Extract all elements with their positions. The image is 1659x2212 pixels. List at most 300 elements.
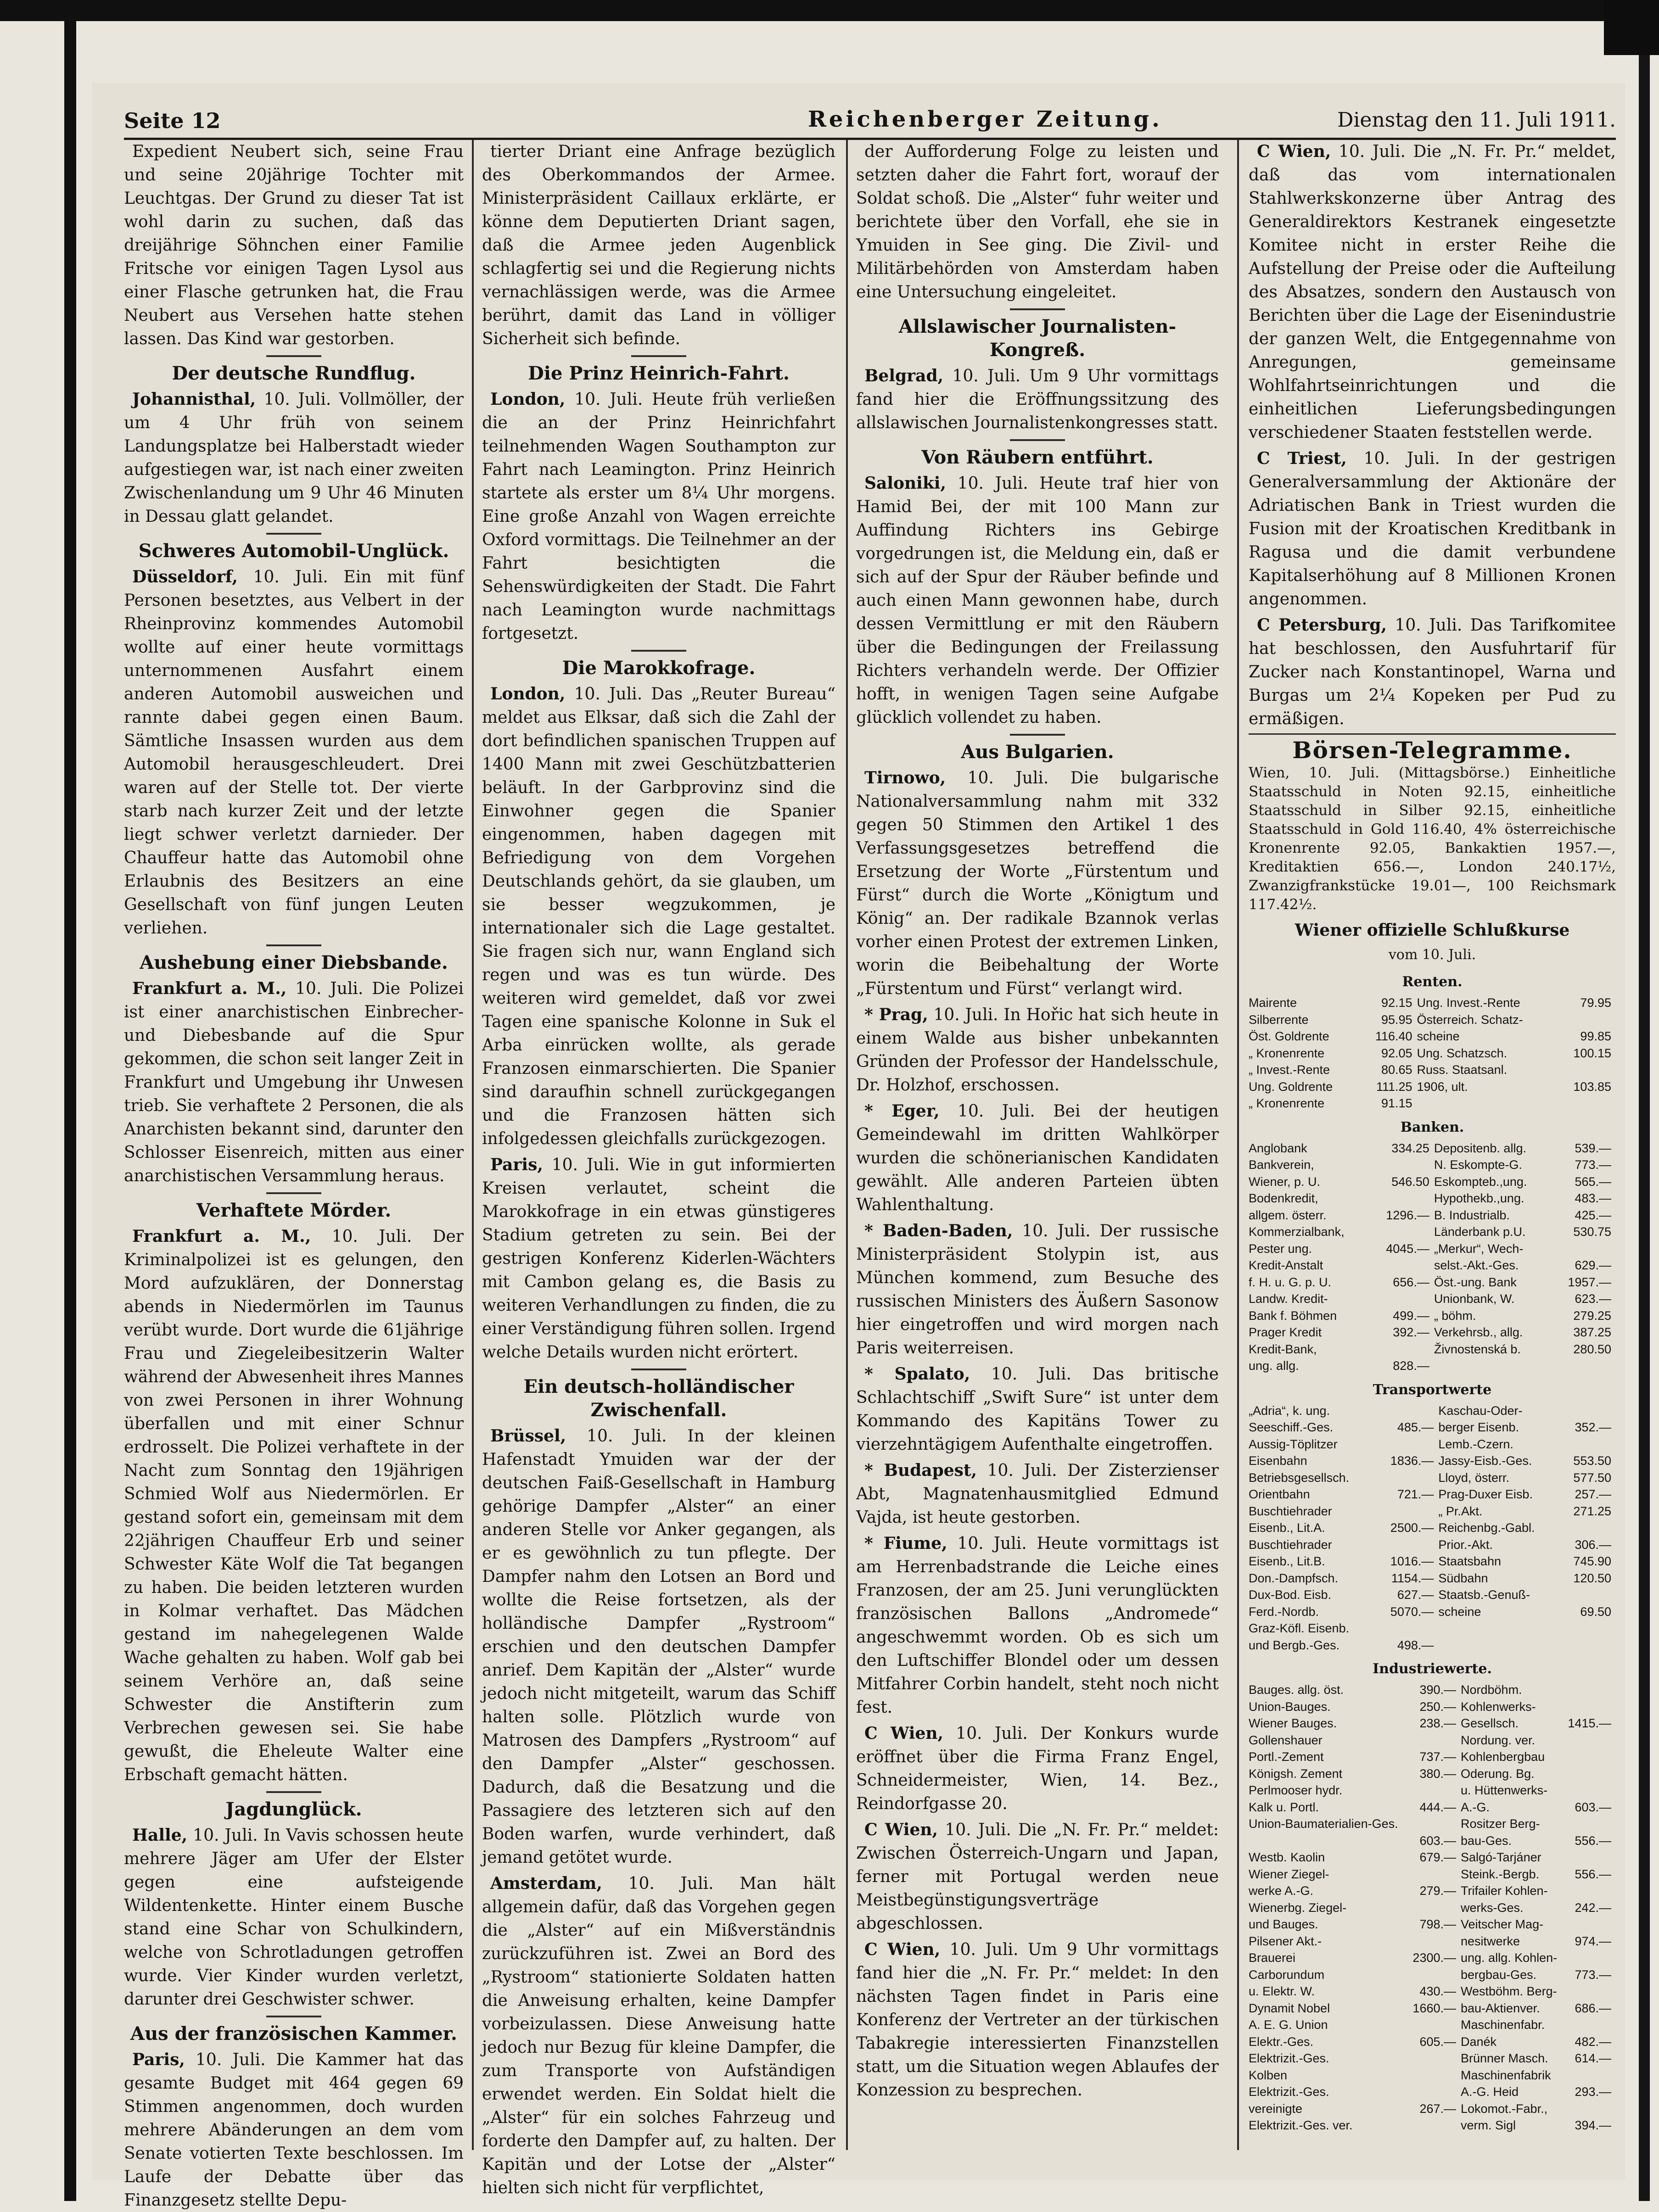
article-text: 10. Juli. Der Kriminalpolizei ist es gelungen, den Mord aufzuklären, der Donnerstag abends in Niedermörlen im Taunus verübt wurde. Dort wurde die 61jährige Frau und Ziegeleibesitzerin Walter während der Abwesenheit ihres Mannes von zwei Personen in ihrer Wohnung überfallen und mit einer Schnur erdrosselt. Die Polizei verhaftete in der Nacht zum Sonntag den 19jährigen Schmied Wolf aus Niedermörlen. Er gestand sofort ein, gemeinsam mit dem 22jährigen Chauffeur Erb und seiner Schwester Käte Wolf die Tat begangen zu haben. Die beiden letzteren wurden in Kolmar verhaftet. Das Mädchen gestand im nahegelegenen Walde Wache gehalten zu haben. Wolf gab bei seinem Verhöre an, daß seine Schwester die Anstifterin zum Verbrechen gewesen sei. Sie habe gewußt, die Eheleute Walter eine Erbschaft gemacht hätten. xyxy=(124,1227,464,1784)
quote-row xyxy=(1249,1748,1616,1765)
quote-name: Maschinenfabrik xyxy=(1461,2068,1551,2082)
article-text: 10. Juli. Die Polizei ist einer anarchistischen Einbrecher- und Diebesbande auf die Spur gekommen, die schon seit langer Zeit in Frankfurt und Umgebung ihr Unwesen trieb. Sie verhaftete 2 Personen, die als Anarchisten bekannt sind, darunter den Schlosser Eisenreich, mitten aus einer anarchistischen Versammlung heraus. xyxy=(124,979,464,1185)
page-header xyxy=(124,105,1616,140)
article-text: 10. Juli. Um 9 Uhr vormittags fand hier die Eröffnungssitzung des allslawischen Journalistenkongresses statt. xyxy=(856,367,1219,432)
quote-value xyxy=(1564,1782,1616,1799)
quote-name: „ Kronenrente xyxy=(1249,1046,1325,1060)
article-text: 10. Juli. Der russische Ministerpräsident Stolypin ist, aus München kommend, zum Besuche des russischen Ministers des Äußern Sasonow hier eingetroffen und wird morgen nach Paris weiterreisen. xyxy=(856,1222,1219,1357)
article-body xyxy=(856,1938,1219,2102)
quote-name: Perlmooser hydr. xyxy=(1249,1783,1343,1797)
article-text: 10. Juli. Die „N. Fr. Pr.“ meldet, daß das vom internationalen Stahlwerkskonzerne über Antrag des Generaldirektors Kestranek eingesetzte Komitee nicht in erster Reihe die Aufstellung der Preise oder die Aufteilung des Absatzes, sondern den Austausch von Berichten über die Lage der Eisenindustrie der ganzen Welt, die Entgegennahme von Anregungen, gemeinsame Wohlfahrtseinrichtungen und die einheitlichen Lieferungsbedingungen verschiedener Staaten feststellen werde. xyxy=(1249,142,1616,442)
quote-name: Gollenshauer xyxy=(1249,1733,1323,1747)
article xyxy=(856,308,1219,435)
article xyxy=(482,1872,835,2200)
quote-row xyxy=(1249,1274,1616,1291)
quote-name: Südbahn xyxy=(1438,1571,1488,1585)
quote-name: Pilsener Akt.- xyxy=(1249,1934,1322,1948)
quote-value: 773.— xyxy=(1575,1967,1611,1982)
quote-name: Aussig-Töplitzer xyxy=(1249,1437,1338,1451)
quote-value: 242.— xyxy=(1575,1900,1611,1915)
quote-name: Portl.-Zement xyxy=(1249,1750,1324,1764)
quote-value xyxy=(1554,1357,1616,1374)
quote-name: Prag-Duxer Eisb. xyxy=(1438,1487,1533,1501)
quote-value xyxy=(1409,1933,1461,1950)
article xyxy=(124,2016,464,2212)
article xyxy=(482,140,835,351)
quote-value: 2300.— xyxy=(1412,1951,1456,1965)
quote-value: 556.— xyxy=(1575,1867,1611,1881)
scan-border-right xyxy=(1639,0,1650,2201)
quote-name: Nordböhm. xyxy=(1461,1683,1522,1697)
quote-row xyxy=(1249,1078,1616,1095)
quote-value: 745.90 xyxy=(1573,1554,1611,1568)
quote-value: 1957.— xyxy=(1568,1275,1611,1289)
quote-value: 656.— xyxy=(1393,1275,1429,1289)
quote-value xyxy=(1377,1469,1439,1486)
dateline-place: London, xyxy=(490,684,566,704)
quote-name: Landw. Kredit- xyxy=(1249,1292,1328,1306)
article-separator xyxy=(266,355,321,357)
article-separator xyxy=(266,1192,321,1194)
quote-name: Eskompteb.,ung. xyxy=(1434,1174,1527,1189)
article xyxy=(856,1818,1219,1935)
article-text: 10. Juli. Die bulgarische Nationalversammlung nahm mit 332 gegen 50 Stimmen den Artikel 1 des Verfassungsgesetzes betreffend die Ersetzung der Worte „Fürstentum und Fürst“ durch die Worte „Königtum und König“ an. Der radikale Bzannok verlas vorher einen Protest der extremen Linken, worin die Beibehaltung der Worte „Fürstentum und Fürst“ verlangt wird. xyxy=(856,769,1219,998)
quote-value: 499.— xyxy=(1393,1308,1429,1323)
quote-name: Wienerbg. Ziegel- xyxy=(1249,1900,1347,1915)
column-rule xyxy=(1237,140,1239,2150)
quote-name: Öst.-ung. Bank xyxy=(1434,1275,1517,1289)
article-body xyxy=(856,1459,1219,1529)
article-body xyxy=(482,1153,835,1364)
quote-row xyxy=(1249,1307,1616,1324)
quote-value xyxy=(1377,1436,1439,1453)
article-body xyxy=(856,1532,1219,1719)
issue-date: Dienstag den 11. Juli 1911. xyxy=(1337,108,1616,132)
quote-name: Rositzer Berg- xyxy=(1461,1817,1540,1831)
article-headline: Die Marokkofrage. xyxy=(562,657,756,679)
quote-name: Silberrente xyxy=(1249,1012,1309,1027)
quote-value: 92.15 xyxy=(1381,996,1412,1010)
quote-value xyxy=(1372,1341,1434,1358)
quote-value: 120.50 xyxy=(1573,1571,1611,1585)
quote-row xyxy=(1249,1966,1616,1983)
quote-row xyxy=(1249,1681,1616,1698)
quote-name: Mairente xyxy=(1249,996,1297,1010)
quote-name: Kredit-Bank, xyxy=(1249,1342,1317,1356)
quote-name: Orientbahn xyxy=(1249,1487,1310,1501)
quote-value: 293.— xyxy=(1575,2085,1611,2099)
quote-value: 279.25 xyxy=(1573,1308,1611,1323)
quote-row xyxy=(1249,1140,1616,1157)
quote-row xyxy=(1249,1866,1616,1883)
article-text: tierter Driant eine Anfrage bezüglich des Oberkommandos der Armee. Ministerpräsident Caillaux erklärte, er könne dem Deputierten Driant sagen, daß die Armee jeden Augenblick schlagfertig sei und die Regierung nichts vernachlässigen werde, was die Armee berührt, damit das Land in völliger Sicherheit sich befinde. xyxy=(482,142,835,348)
quote-value: 279.— xyxy=(1419,1884,1456,1898)
quote-name: Ung. Invest.-Rente xyxy=(1417,996,1520,1010)
quote-name xyxy=(1417,1095,1559,1112)
article xyxy=(124,355,464,528)
quote-row xyxy=(1249,994,1616,1011)
dateline-place: Johannisthal, xyxy=(132,390,256,409)
quote-name: Ferd.-Nordb. xyxy=(1249,1604,1319,1619)
quote-value xyxy=(1377,1536,1439,1553)
quote-name: allgem. österr. xyxy=(1249,1208,1327,1222)
article-body xyxy=(482,1872,835,2200)
quote-value xyxy=(1564,2067,1616,2084)
quote-value xyxy=(1562,1519,1616,1536)
quote-value: 483.— xyxy=(1575,1191,1611,1205)
quote-row xyxy=(1249,1983,1616,2000)
article-text: 10. Juli. Man hält allgemein dafür, daß das Vorgehen gegen die „Alster“ auf ein Mißverständnis zurückzuführen ist. Zwei an Bord des „Rystroom“ stationierte Soldaten hatten die Anweisung erhalten, keine Dampfer vorbeizulassen. Diese Anweisung hatte jedoch nur Bezug für kleine Dampfer, die zum Transporte von Aufständigen erwendet werden. Ein Soldat hielt die „Alster“ für ein solches Fahrzeug und forderte den Dampfer auf, zu halten. Der Kapitän und der Lotse der „Alster“ hielten sich nicht für verpflichtet, xyxy=(482,1874,835,2197)
quote-name: Veitscher Mag- xyxy=(1461,1917,1544,1931)
quote-value: 1415.— xyxy=(1568,1716,1611,1730)
quote-value xyxy=(1409,2084,1461,2100)
quote-name: „Adria“, k. ung. xyxy=(1249,1403,1330,1418)
quote-section-title: Industriewerte. xyxy=(1373,1661,1492,1677)
article-headline: Aus Bulgarien. xyxy=(961,741,1114,763)
quote-value: 392.— xyxy=(1393,1325,1429,1339)
article-text: 10. Juli. Heute vormittags ist am Herrenbadstrande die Leiche eines Franzosen, der am 25. Juni verunglückten französischen Ballons „Andromede“ angeschwemmt worden. Ob es sich um den Luftschiffer Blondel oder um dessen Mitfahrer Corbin handelt, steht noch nicht fest. xyxy=(856,1534,1219,1717)
quote-name xyxy=(1434,1357,1554,1374)
quote-name: Eisenb., Lit.A. xyxy=(1249,1521,1325,1535)
article-headline: Ein deutsch-holländischer Zwischenfall. xyxy=(523,1376,794,1421)
article xyxy=(482,355,835,645)
article xyxy=(482,1153,835,1364)
dateline-place: C Wien, xyxy=(864,1820,938,1839)
quote-row xyxy=(1249,1765,1616,1782)
article-body xyxy=(124,1225,464,1787)
quote-value xyxy=(1559,1061,1616,1078)
quote-row xyxy=(1249,1553,1616,1570)
article-text: 10. Juli. Wie in gut informierten Kreisen verlautet, scheint die Marokkofrage in ein etwas günstigeres Stadium getreten zu sein. Bei der gestrigen Konferenz Kiderlen-Wächters mit Cambon gelang es, die Basis zu weiteren Verhandlungen zu finden, die zu einer Verständigung führen sollen. Irgend welche Details wurden nicht erörtert. xyxy=(482,1156,836,1362)
quote-name: Brauerei xyxy=(1249,1951,1296,1965)
article-body xyxy=(856,140,1219,304)
quote-value xyxy=(1409,1899,1461,1916)
quote-name: „ Kronenrente xyxy=(1249,1096,1325,1110)
quote-value: 430.— xyxy=(1419,1984,1456,1998)
quote-name: und Bergb.-Ges. xyxy=(1249,1638,1340,1652)
dateline-place: Tirnowo, xyxy=(864,768,946,788)
quote-name: Wiener Ziegel- xyxy=(1249,1867,1329,1881)
quote-row xyxy=(1249,2000,1616,2017)
quote-row xyxy=(1249,1402,1616,1419)
quote-name: Seeschiff.-Ges. xyxy=(1249,1420,1334,1434)
section-rule xyxy=(1249,733,1616,735)
quote-table xyxy=(1249,994,1616,1112)
article xyxy=(1249,447,1616,611)
quote-value xyxy=(1564,2016,1616,2033)
quote-row xyxy=(1249,1519,1616,1536)
column-2 xyxy=(482,140,836,2197)
quote-name: N. Eskompte-G. xyxy=(1434,1158,1522,1172)
quote-name: Russ. Staatsanl. xyxy=(1417,1063,1508,1077)
article xyxy=(856,1363,1219,1456)
dateline-place: Frankfurt a. M., xyxy=(132,979,287,998)
quote-name xyxy=(1438,1620,1561,1637)
quote-value: 100.15 xyxy=(1573,1046,1611,1060)
quote-value: 737.— xyxy=(1419,1750,1456,1764)
quote-name: Brünner Masch. xyxy=(1461,2051,1548,2065)
quote-value xyxy=(1564,1949,1616,1966)
quote-value: 539.— xyxy=(1575,1141,1611,1155)
quote-row xyxy=(1249,1223,1616,1240)
dateline-place: Amsterdam, xyxy=(490,1874,602,1893)
quote-row xyxy=(1249,1916,1616,1933)
article-text: 10. Juli. Vollmöller, der um 4 Uhr früh von seinem Landungsplatze bei Halberstadt wieder aufgestiegen war, ist nach einer zweiten Zwischenlandung um 9 Uhr 46 Minuten in Dessau glatt gelandet. xyxy=(124,390,464,526)
quote-row xyxy=(1249,1782,1616,1799)
quote-name: Bank f. Böhmen xyxy=(1249,1308,1337,1323)
quote-row xyxy=(1249,1290,1616,1307)
quote-name: Verkehrsb., allg. xyxy=(1434,1325,1523,1339)
quote-value xyxy=(1372,1156,1434,1173)
quote-name: bau-Ges. xyxy=(1461,1833,1512,1848)
article-text: 10. Juli. Das „Reuter Bureau“ meldet aus Elksar, daß sich die Zahl der dort befindlichen spanischen Truppen auf 1400 Mann mit zwei Geschützbatterien beläuft. In der Garbprovinz sind die Einwohner gegen die Spanier eingenommen, haben dagegen mit Befriedigung von dem Vorgehen Deutschlands gehört, da sie glauben, um sie besser wegzukommen, je internationaler sich die Lage gestaltet. Sie fragen sich nur, wann England sich regen und was es tun würde. Des weiteren wird gemeldet, daß vor zwei Tagen eine spanische Kolonne in Suk el Arba einrücken wollte, als gerade Franzosen einmarschierten. Die Spanier sind daraufhin schnell zurückgegangen und die Franzosen hätten sich infolgedessen gleichfalls zurückgezogen. xyxy=(482,685,835,1148)
quote-name: Živnostenská b. xyxy=(1434,1342,1521,1356)
quote-value xyxy=(1564,1849,1616,1866)
quote-row xyxy=(1249,2033,1616,2050)
quote-row xyxy=(1249,1257,1616,1274)
article-body xyxy=(124,388,464,528)
quote-name: Oderung. Bg. xyxy=(1461,1766,1535,1781)
quote-name: f. H. u. G. p. U. xyxy=(1249,1275,1332,1289)
article-separator xyxy=(1010,308,1065,310)
article-body xyxy=(124,565,464,940)
article-headline: Aus der französischen Kammer. xyxy=(130,2023,457,2044)
dateline-place: C Triest, xyxy=(1257,449,1347,468)
quote-name: scheine xyxy=(1438,1604,1481,1619)
quote-value xyxy=(1564,1698,1616,1715)
article-separator xyxy=(631,355,686,357)
quote-name: Ung. Schatzsch. xyxy=(1417,1046,1508,1060)
quote-name: Staatsb.-Genuß- xyxy=(1438,1588,1530,1602)
quote-row xyxy=(1249,1933,1616,1950)
quote-name: Reichenbg.-Gabl. xyxy=(1438,1521,1535,1535)
quote-row xyxy=(1249,1603,1616,1620)
quote-value xyxy=(1564,1732,1616,1749)
article-separator xyxy=(266,533,321,535)
article-text: 10. Juli. Die Kammer hat das gesamte Budget mit 464 gegen 69 Stimmen angenommen, doch wurden mehrere Abänderungen an dem vom Senate votierten Texte beschlossen. Im Laufe der Debatte über das Finanzgesetz stellte Depu- xyxy=(124,2050,464,2210)
quote-value xyxy=(1409,1782,1461,1799)
column-3 xyxy=(856,140,1219,2150)
article xyxy=(856,1938,1219,2102)
quote-name: Kohlenbergbau xyxy=(1461,1750,1545,1764)
quote-name xyxy=(1249,1832,1409,1849)
quote-name: Länderbank p.U. xyxy=(1434,1225,1526,1239)
quote-name: Steink.-Bergb. xyxy=(1461,1867,1540,1881)
quote-value: 80.65 xyxy=(1381,1063,1412,1077)
quote-name: Nordung. ver. xyxy=(1461,1733,1536,1747)
quote-name: Union-Bauges. xyxy=(1249,1699,1331,1714)
article-body xyxy=(856,1003,1219,1097)
quote-value: 565.— xyxy=(1575,1174,1611,1189)
quote-value xyxy=(1377,1402,1439,1419)
article-headline: Allslawischer Journalisten-Kongreß. xyxy=(898,316,1177,361)
quote-table xyxy=(1249,1402,1616,1654)
dateline-place: Frankfurt a. M., xyxy=(132,1227,311,1246)
dateline-place: Paris, xyxy=(490,1155,543,1174)
article-body xyxy=(856,364,1219,435)
article xyxy=(1249,614,1616,731)
quote-value: 485.— xyxy=(1397,1420,1434,1434)
quote-value xyxy=(1564,1983,1616,2000)
quote-name: „Merkur“, Wech- xyxy=(1434,1241,1524,1256)
quote-value: 627.— xyxy=(1397,1588,1434,1602)
quote-name: Prior.-Akt. xyxy=(1438,1537,1493,1552)
quote-value xyxy=(1372,1223,1434,1240)
quote-value: 250.— xyxy=(1419,1699,1456,1714)
quote-name: Gesellsch. xyxy=(1461,1716,1519,1730)
quote-value xyxy=(1564,1681,1616,1698)
article xyxy=(124,1192,464,1787)
quote-value: 679.— xyxy=(1419,1850,1456,1864)
dateline-place: C Petersburg, xyxy=(1257,615,1387,635)
quote-name: Wiener, p. U. xyxy=(1249,1174,1321,1189)
boerse-subtitle: Wiener offizielle Schlußkurse xyxy=(1295,921,1570,940)
article-separator xyxy=(631,650,686,652)
article-headline: Von Räubern entführt. xyxy=(921,447,1154,468)
quote-value: 603.— xyxy=(1419,1833,1456,1848)
quote-row xyxy=(1249,1586,1616,1603)
article xyxy=(124,944,464,1188)
quote-name: Salgó-Tarjáner xyxy=(1461,1850,1541,1864)
quote-name: Staatsbahn xyxy=(1438,1554,1501,1568)
quote-row xyxy=(1249,1799,1616,1816)
quote-value: 380.— xyxy=(1419,1766,1456,1781)
quote-value: 556.— xyxy=(1575,1833,1611,1848)
quote-name: Öst. Goldrente xyxy=(1249,1029,1329,1043)
quote-row xyxy=(1249,1028,1616,1045)
page-number: Seite 12 xyxy=(124,108,221,133)
quote-value: 546.50 xyxy=(1391,1174,1429,1189)
article-body xyxy=(482,388,835,645)
quote-row xyxy=(1249,1341,1616,1358)
quote-name: Wiener Bauges. xyxy=(1249,1716,1337,1730)
article xyxy=(856,1219,1219,1360)
article xyxy=(856,1003,1219,1097)
quote-name: Buschtiehrader xyxy=(1249,1537,1332,1552)
quote-name: Lloyd, österr. xyxy=(1438,1470,1509,1485)
quote-row xyxy=(1249,1045,1616,1062)
quote-name: scheine xyxy=(1417,1029,1460,1043)
quote-value: 306.— xyxy=(1575,1537,1611,1552)
quote-name: Elektr.-Ges. xyxy=(1249,2034,1314,2049)
dateline-place: * Eger, xyxy=(864,1101,940,1121)
quote-name: werke A.-G. xyxy=(1249,1884,1314,1898)
article-body xyxy=(124,977,464,1188)
quote-name: Eisenb., Lit.B. xyxy=(1249,1554,1325,1568)
article-text: 10. Juli. In Vavis schossen heute mehrere Jäger am Ufer der Elster gegen eine aufsteigende Wildentenkette. Hinter einem Busche stand eine Schar von Schulkindern, welche von Schrotladungen getroffen wurde. Vier Kinder wurden verletzt, darunter drei Geschwister schwer. xyxy=(124,1826,464,2009)
quote-value: 530.75 xyxy=(1573,1225,1611,1239)
quote-value xyxy=(1409,1866,1461,1883)
dateline-place: Saloniki, xyxy=(864,474,947,493)
quote-value: 686.— xyxy=(1575,2001,1611,2015)
quote-section-title: Renten. xyxy=(1402,974,1463,990)
article-text: 10. Juli. Der Konkurs wurde eröffnet über die Firma Franz Engel, Schneidermeister, Wien, 14. Bez., Reindorfgasse 20. xyxy=(856,1724,1219,1813)
quote-name: nesitwerke xyxy=(1461,1934,1520,1948)
article-body xyxy=(856,1818,1219,1935)
quote-row xyxy=(1249,1190,1616,1207)
boerse-title: Börsen-Telegramme. xyxy=(1292,737,1572,764)
quote-value: 390.— xyxy=(1419,1683,1456,1697)
quote-name: Don.-Dampfsch. xyxy=(1249,1571,1339,1585)
scan-corner-mark xyxy=(1604,0,1659,55)
dateline-place: Paris, xyxy=(132,2050,185,2069)
quote-value: 271.25 xyxy=(1573,1504,1611,1518)
article-headline: Jagdunglück. xyxy=(225,1799,362,1820)
quote-row xyxy=(1249,1620,1616,1637)
quote-name: Dux-Bod. Eisb. xyxy=(1249,1588,1332,1602)
quote-value xyxy=(1559,1011,1616,1028)
article xyxy=(124,140,464,351)
article xyxy=(482,650,835,1151)
article-separator xyxy=(1010,734,1065,736)
article-body xyxy=(482,140,835,351)
quote-name: A.-G. Heid xyxy=(1461,2085,1519,2099)
quote-value: 1660.— xyxy=(1412,2001,1456,2015)
article-body xyxy=(124,140,464,351)
quote-name: Kolben xyxy=(1249,2068,1288,2082)
quote-row xyxy=(1249,1357,1616,1374)
article-text: 10. Juli. Das britische Schlachtschiff „Swift Sure“ ist unter dem Kommando des Kapitäns Tower zu vierzehntägigem Aufenthalte eingetroffen. xyxy=(856,1365,1219,1454)
dateline-place: Düsseldorf, xyxy=(132,567,238,587)
quote-value: 280.50 xyxy=(1573,1342,1611,1356)
quote-name: Kredit-Anstalt xyxy=(1249,1258,1323,1272)
article-text: 10. Juli. In Hořic hat sich heute in einem Walde aus bisher unbekannten Gründen der Professor der Handelsschule, Dr. Holzhof, erschossen. xyxy=(856,1005,1219,1095)
quote-row xyxy=(1249,1815,1616,1832)
quote-name: „ Invest.-Rente xyxy=(1249,1063,1330,1077)
quote-row xyxy=(1249,1061,1616,1078)
quote-value: 444.— xyxy=(1419,1800,1456,1814)
article xyxy=(856,734,1219,1000)
quote-name: Kaschau-Oder- xyxy=(1438,1403,1523,1418)
article-separator xyxy=(1010,439,1065,441)
quote-row xyxy=(1249,1173,1616,1190)
article-text: 10. Juli. Das Tarifkomitee hat beschlossen, den Ausfuhrtarif für Zucker nach Konstantinopel, Warna und Burgas um 2¼ Kopeken per Pud zu ermäßigen. xyxy=(1249,616,1616,728)
article-body xyxy=(1249,614,1616,731)
quote-name: Trifailer Kohlen- xyxy=(1461,1884,1548,1898)
quote-name: A. E. G. Union xyxy=(1249,2018,1328,2032)
article-text: der Aufforderung Folge zu leisten und setzten daher die Fahrt fort, worauf der Soldat schoß. Die „Alster“ fuhr weiter und berichtete über den Vorfall, ehe sie in Ymuiden in See ging. Die Zivil- und Militärbehörden von Amsterdam haben eine Untersuchung eingeleitet. xyxy=(856,142,1219,302)
quote-value: 267.— xyxy=(1419,2101,1456,2116)
quote-name: selst.-Akt.-Ges. xyxy=(1434,1258,1519,1272)
quote-name: Bauges. allg. öst. xyxy=(1249,1683,1344,1697)
quote-name: Betriebsgesellsch. xyxy=(1249,1470,1350,1485)
article-separator xyxy=(266,944,321,946)
article-headline: Die Prinz Heinrich-Fahrt. xyxy=(528,363,790,384)
dateline-place: Halle, xyxy=(132,1826,188,1845)
dateline-place: * Prag, xyxy=(864,1005,928,1024)
article-text: 10. Juli. Die „N. Fr. Pr.“ meldet: Zwischen Österreich-Ungarn und Japan, ferner mit Portugal werden neue Meistbegünstigungsverträge abgeschlossen. xyxy=(856,1821,1219,1933)
quote-name: Unionbank, W. xyxy=(1434,1292,1515,1306)
article xyxy=(482,1369,835,1869)
quote-row xyxy=(1249,1882,1616,1899)
quote-value: 1154.— xyxy=(1391,1571,1434,1585)
quote-name: Elektrizit.-Ges. xyxy=(1249,2085,1329,2099)
article-body xyxy=(856,1219,1219,1360)
quote-row xyxy=(1249,1570,1616,1587)
quote-name: u. Elektr. W. xyxy=(1249,1984,1315,1998)
quote-value: 629.— xyxy=(1575,1258,1611,1272)
quote-value: 1016.— xyxy=(1390,1554,1434,1568)
quote-value: 69.50 xyxy=(1580,1604,1611,1619)
quote-name: Prager Kredit xyxy=(1249,1325,1322,1339)
quote-name: Buschtiehrader xyxy=(1249,1504,1332,1518)
quote-value xyxy=(1409,2050,1461,2067)
quote-value: 92.05 xyxy=(1381,1046,1412,1060)
quote-name: berger Eisenb. xyxy=(1438,1420,1519,1434)
quote-name: verm. Sigl xyxy=(1461,2118,1516,2132)
quote-name: Lemb.-Czern. xyxy=(1438,1437,1513,1451)
quote-value: 623.— xyxy=(1575,1292,1611,1306)
